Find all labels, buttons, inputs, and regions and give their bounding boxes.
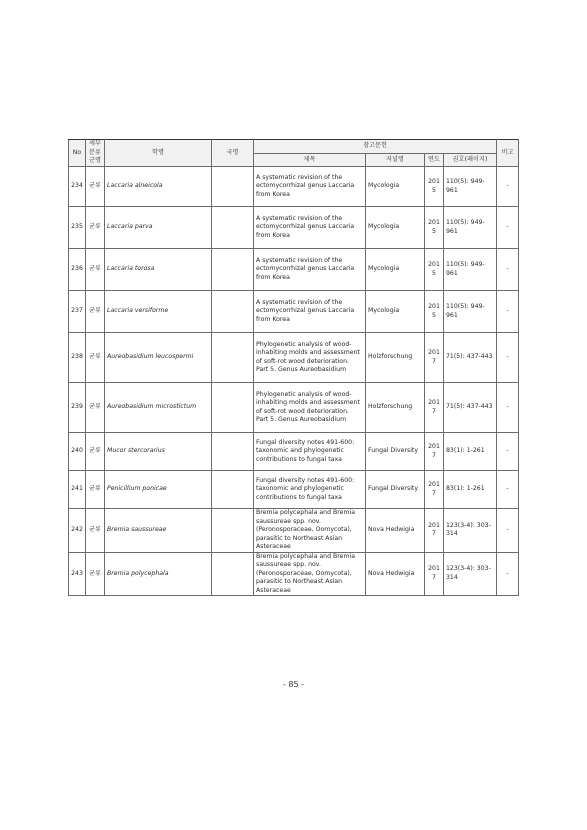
cell-volume-pages: 71(5): 437-443 (444, 333, 497, 383)
table-body (69, 167, 519, 596)
cell-korean-name (212, 433, 254, 471)
cell-no: 239 (69, 383, 86, 433)
cell-title: A systematic revision of the ectomycorrhizal genus Laccaria from Korea (254, 207, 366, 249)
cell-no: 234 (69, 167, 86, 207)
cell-category: 균류 (86, 333, 105, 383)
cell-year: 2017 (425, 333, 444, 383)
cell-scientific-name: Laccaria torosa (105, 249, 212, 291)
cell-no: 242 (69, 509, 86, 553)
cell-remarks: - (497, 249, 519, 291)
cell-title: Fungal diversity notes 491-600: taxonomic and phylogenetic contributions to fungal taxa (254, 471, 366, 509)
cell-journal: Fungal Diversity (366, 433, 425, 471)
table-header (69, 140, 519, 167)
cell-journal: Nova Hedwigia (366, 552, 425, 596)
cell-journal: Holzforschung (366, 383, 425, 433)
header-journal: 저널명 (366, 154, 425, 167)
header-remarks: 비고 (497, 140, 519, 167)
cell-journal: Mycologia (366, 207, 425, 249)
cell-category: 균류 (86, 471, 105, 509)
table-row (69, 509, 519, 553)
cell-year: 2015 (425, 291, 444, 333)
cell-title: Bremia polycephala and Bremia saussureae spp. nov. (Peronosporaceae, Oomycota), parasitic to Northeast Asian Asteraceae (254, 509, 366, 553)
cell-category: 균류 (86, 249, 105, 291)
cell-category: 균류 (86, 509, 105, 553)
cell-volume-pages: 110(5): 949-961 (444, 291, 497, 333)
cell-scientific-name: Bremia polycephala (105, 552, 212, 596)
cell-korean-name (212, 333, 254, 383)
page-number: - 85 - (282, 680, 305, 689)
cell-year: 2017 (425, 383, 444, 433)
table-row (69, 552, 519, 596)
cell-volume-pages: 83(1): 1-261 (444, 433, 497, 471)
header-year: 연도 (425, 154, 444, 167)
cell-journal: Mycologia (366, 167, 425, 207)
cell-journal: Nova Hedwigia (366, 509, 425, 553)
cell-volume-pages: 83(1): 1-261 (444, 471, 497, 509)
cell-journal: Mycologia (366, 249, 425, 291)
cell-title: Phylogenetic analysis of wood-inhabiting molds and assessment of soft-rot wood deterioration. Part 5. Genus Aureobasidium (254, 383, 366, 433)
cell-remarks: - (497, 207, 519, 249)
cell-scientific-name: Aureobasidium microstictum (105, 383, 212, 433)
cell-category: 균류 (86, 291, 105, 333)
table-row (69, 291, 519, 333)
cell-volume-pages: 110(5): 949-961 (444, 207, 497, 249)
cell-title: A systematic revision of the ectomycorrhizal genus Laccaria from Korea (254, 167, 366, 207)
cell-korean-name (212, 383, 254, 433)
cell-category: 균류 (86, 433, 105, 471)
cell-category: 균류 (86, 207, 105, 249)
cell-remarks: - (497, 552, 519, 596)
cell-no: 236 (69, 249, 86, 291)
cell-year: 2015 (425, 249, 444, 291)
cell-category: 균류 (86, 383, 105, 433)
table-row (69, 471, 519, 509)
cell-remarks: - (497, 333, 519, 383)
table-row (69, 207, 519, 249)
cell-year: 2017 (425, 433, 444, 471)
cell-korean-name (212, 167, 254, 207)
cell-scientific-name: Laccaria versiforme (105, 291, 212, 333)
cell-year: 2017 (425, 552, 444, 596)
cell-no: 240 (69, 433, 86, 471)
cell-no: 237 (69, 291, 86, 333)
cell-scientific-name: Aureobasidium leucospermi (105, 333, 212, 383)
table-row (69, 383, 519, 433)
cell-scientific-name: Penicillium ponicae (105, 471, 212, 509)
cell-remarks: - (497, 383, 519, 433)
cell-scientific-name: Mucor stercorarius (105, 433, 212, 471)
cell-journal: Holzforschung (366, 333, 425, 383)
cell-year: 2017 (425, 509, 444, 553)
cell-korean-name (212, 552, 254, 596)
cell-remarks: - (497, 471, 519, 509)
cell-journal: Fungal Diversity (366, 471, 425, 509)
cell-year: 2015 (425, 167, 444, 207)
cell-category: 균류 (86, 167, 105, 207)
cell-journal: Mycologia (366, 291, 425, 333)
cell-year: 2017 (425, 471, 444, 509)
cell-korean-name (212, 207, 254, 249)
cell-no: 243 (69, 552, 86, 596)
cell-korean-name (212, 291, 254, 333)
cell-volume-pages: 110(5): 949-961 (444, 249, 497, 291)
cell-no: 235 (69, 207, 86, 249)
header-title: 제목 (254, 154, 366, 167)
cell-title: Phylogenetic analysis of wood-inhabiting molds and assessment of soft-rot wood deterioration. Part 5. Genus Aureobasidium (254, 333, 366, 383)
cell-title: Bremia polycephala and Bremia saussureae spp. nov. (Peronosporaceae, Oomycota), parasitic to Northeast Asian Asteraceae (254, 552, 366, 596)
table-row (69, 167, 519, 207)
header-volume-pages: 권호(페이지) (444, 154, 497, 167)
cell-title: Fungal diversity notes 491-600: taxonomic and phylogenetic contributions to fungal taxa (254, 433, 366, 471)
cell-korean-name (212, 509, 254, 553)
cell-volume-pages: 123(3-4): 303-314 (444, 552, 497, 596)
cell-title: A systematic revision of the ectomycorrhizal genus Laccaria from Korea (254, 249, 366, 291)
cell-remarks: - (497, 433, 519, 471)
table-row (69, 333, 519, 383)
cell-category: 균류 (86, 552, 105, 596)
cell-scientific-name: Laccaria alneicola (105, 167, 212, 207)
cell-volume-pages: 123(3-4): 303-314 (444, 509, 497, 553)
table-row (69, 433, 519, 471)
header-no: No (69, 140, 86, 167)
cell-no: 238 (69, 333, 86, 383)
cell-title: A systematic revision of the ectomycorrhizal genus Laccaria from Korea (254, 291, 366, 333)
cell-korean-name (212, 249, 254, 291)
species-reference-table (68, 139, 519, 596)
table-row (69, 249, 519, 291)
cell-korean-name (212, 471, 254, 509)
cell-volume-pages: 71(5): 437-443 (444, 383, 497, 433)
cell-year: 2015 (425, 207, 444, 249)
cell-no: 241 (69, 471, 86, 509)
header-reference-group: 참고문헌 (254, 140, 497, 154)
cell-remarks: - (497, 509, 519, 553)
cell-scientific-name: Bremia saussureae (105, 509, 212, 553)
cell-volume-pages: 110(5): 949-961 (444, 167, 497, 207)
cell-scientific-name: Laccaria parva (105, 207, 212, 249)
header-category: 세부 분류군명 (86, 140, 105, 167)
header-korean-name: 국명 (212, 140, 254, 167)
cell-remarks: - (497, 167, 519, 207)
cell-remarks: - (497, 291, 519, 333)
header-scientific-name: 학명 (105, 140, 212, 167)
